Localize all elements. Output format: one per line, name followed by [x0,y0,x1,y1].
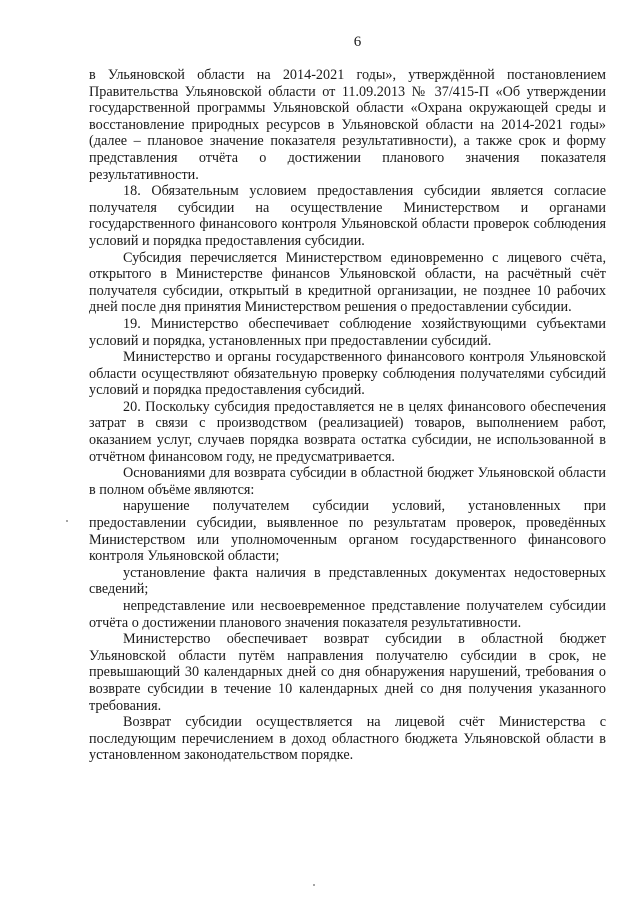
paragraph-6: 20. Поскольку субсидия предоставляется не в целях финансового обеспечения затрат в связи с производством (реализацией) товаров, выполнением работ, оказанием услуг, случаев порядка возврата остатка субсидии, не использованной в отчётном финансовом году, не предусматривается. [89,398,606,465]
paragraph-4: 19. Министерство обеспечивает соблюдение хозяйствующими субъектами условий и порядка, установленных при предоставлении субсидий. [89,315,606,349]
paragraph-8: нарушение получателем субсидии условий, установленных при предоставлении субсидии, выявленное по результатам проверок, проведённых Министерством или уполномоченным органом государственного финансового контроля Ульяновской области; [89,498,606,565]
scan-speck [66,520,68,522]
paragraph-1: в Ульяновской области на 2014-2021 годы», утверждённой постановлением Правительства Ульяновской области от 11.09.2013 № 37/415-П «Об утверждении государственной программы Ульяновской области «Охрана окружающей среды и восстановление природных ресурсов в Ульяновской области на 2014-2021 годы» (далее – плановое значение показателя результативности), а также срок и форму представления отчёта о достижении планового значения показателя результативности. [89,67,606,183]
paragraph-3: Субсидия перечисляется Министерством единовременно с лицевого счёта, открытого в Министерстве финансов Ульяновской области, на расчётный счёт получателя субсидии, открытый в кредитной организации, не позднее 10 рабочих дней после дня принятия Министерством решения о предоставлении субсидии. [89,249,606,316]
paragraph-7: Основаниями для возврата субсидии в областной бюджет Ульяновской области в полном объёме являются: [89,465,606,498]
paragraph-9: установление факта наличия в представленных документах недостоверных сведений; [89,564,606,598]
scan-speck [313,884,315,886]
paragraph-10: непредставление или несвоевременное представление получателем субсидии отчёта о достижении планового значения показателя результативности. [89,598,606,631]
paragraph-2: 18. Обязательным условием предоставления субсидии является согласие получателя субсидии на осуществление Министерством и органами государственного финансового контроля Ульяновской области проверок соблюдения условий и порядка предоставления субсидии. [89,183,606,249]
document-body [89,67,606,764]
paragraph-12: Возврат субсидии осуществляется на лицевой счёт Министерства с последующим перечислением в доход областного бюджета Ульяновской области в установленном законодательством порядке. [89,714,606,764]
paragraph-5: Министерство и органы государственного финансового контроля Ульяновской области осуществляют обязательную проверку соблюдения получателями субсидий условий и порядка предоставления субсидий. [89,349,606,399]
page-number: 6 [353,34,362,50]
paragraph-11: Министерство обеспечивает возврат субсидии в областной бюджет Ульяновской области путём направления получателю субсидии в срок, не превышающий 30 календарных дней со дня обнаружения нарушений, требования о возврате субсидии в течение 10 календарных дней со дня получения указанного требования. [89,631,606,714]
